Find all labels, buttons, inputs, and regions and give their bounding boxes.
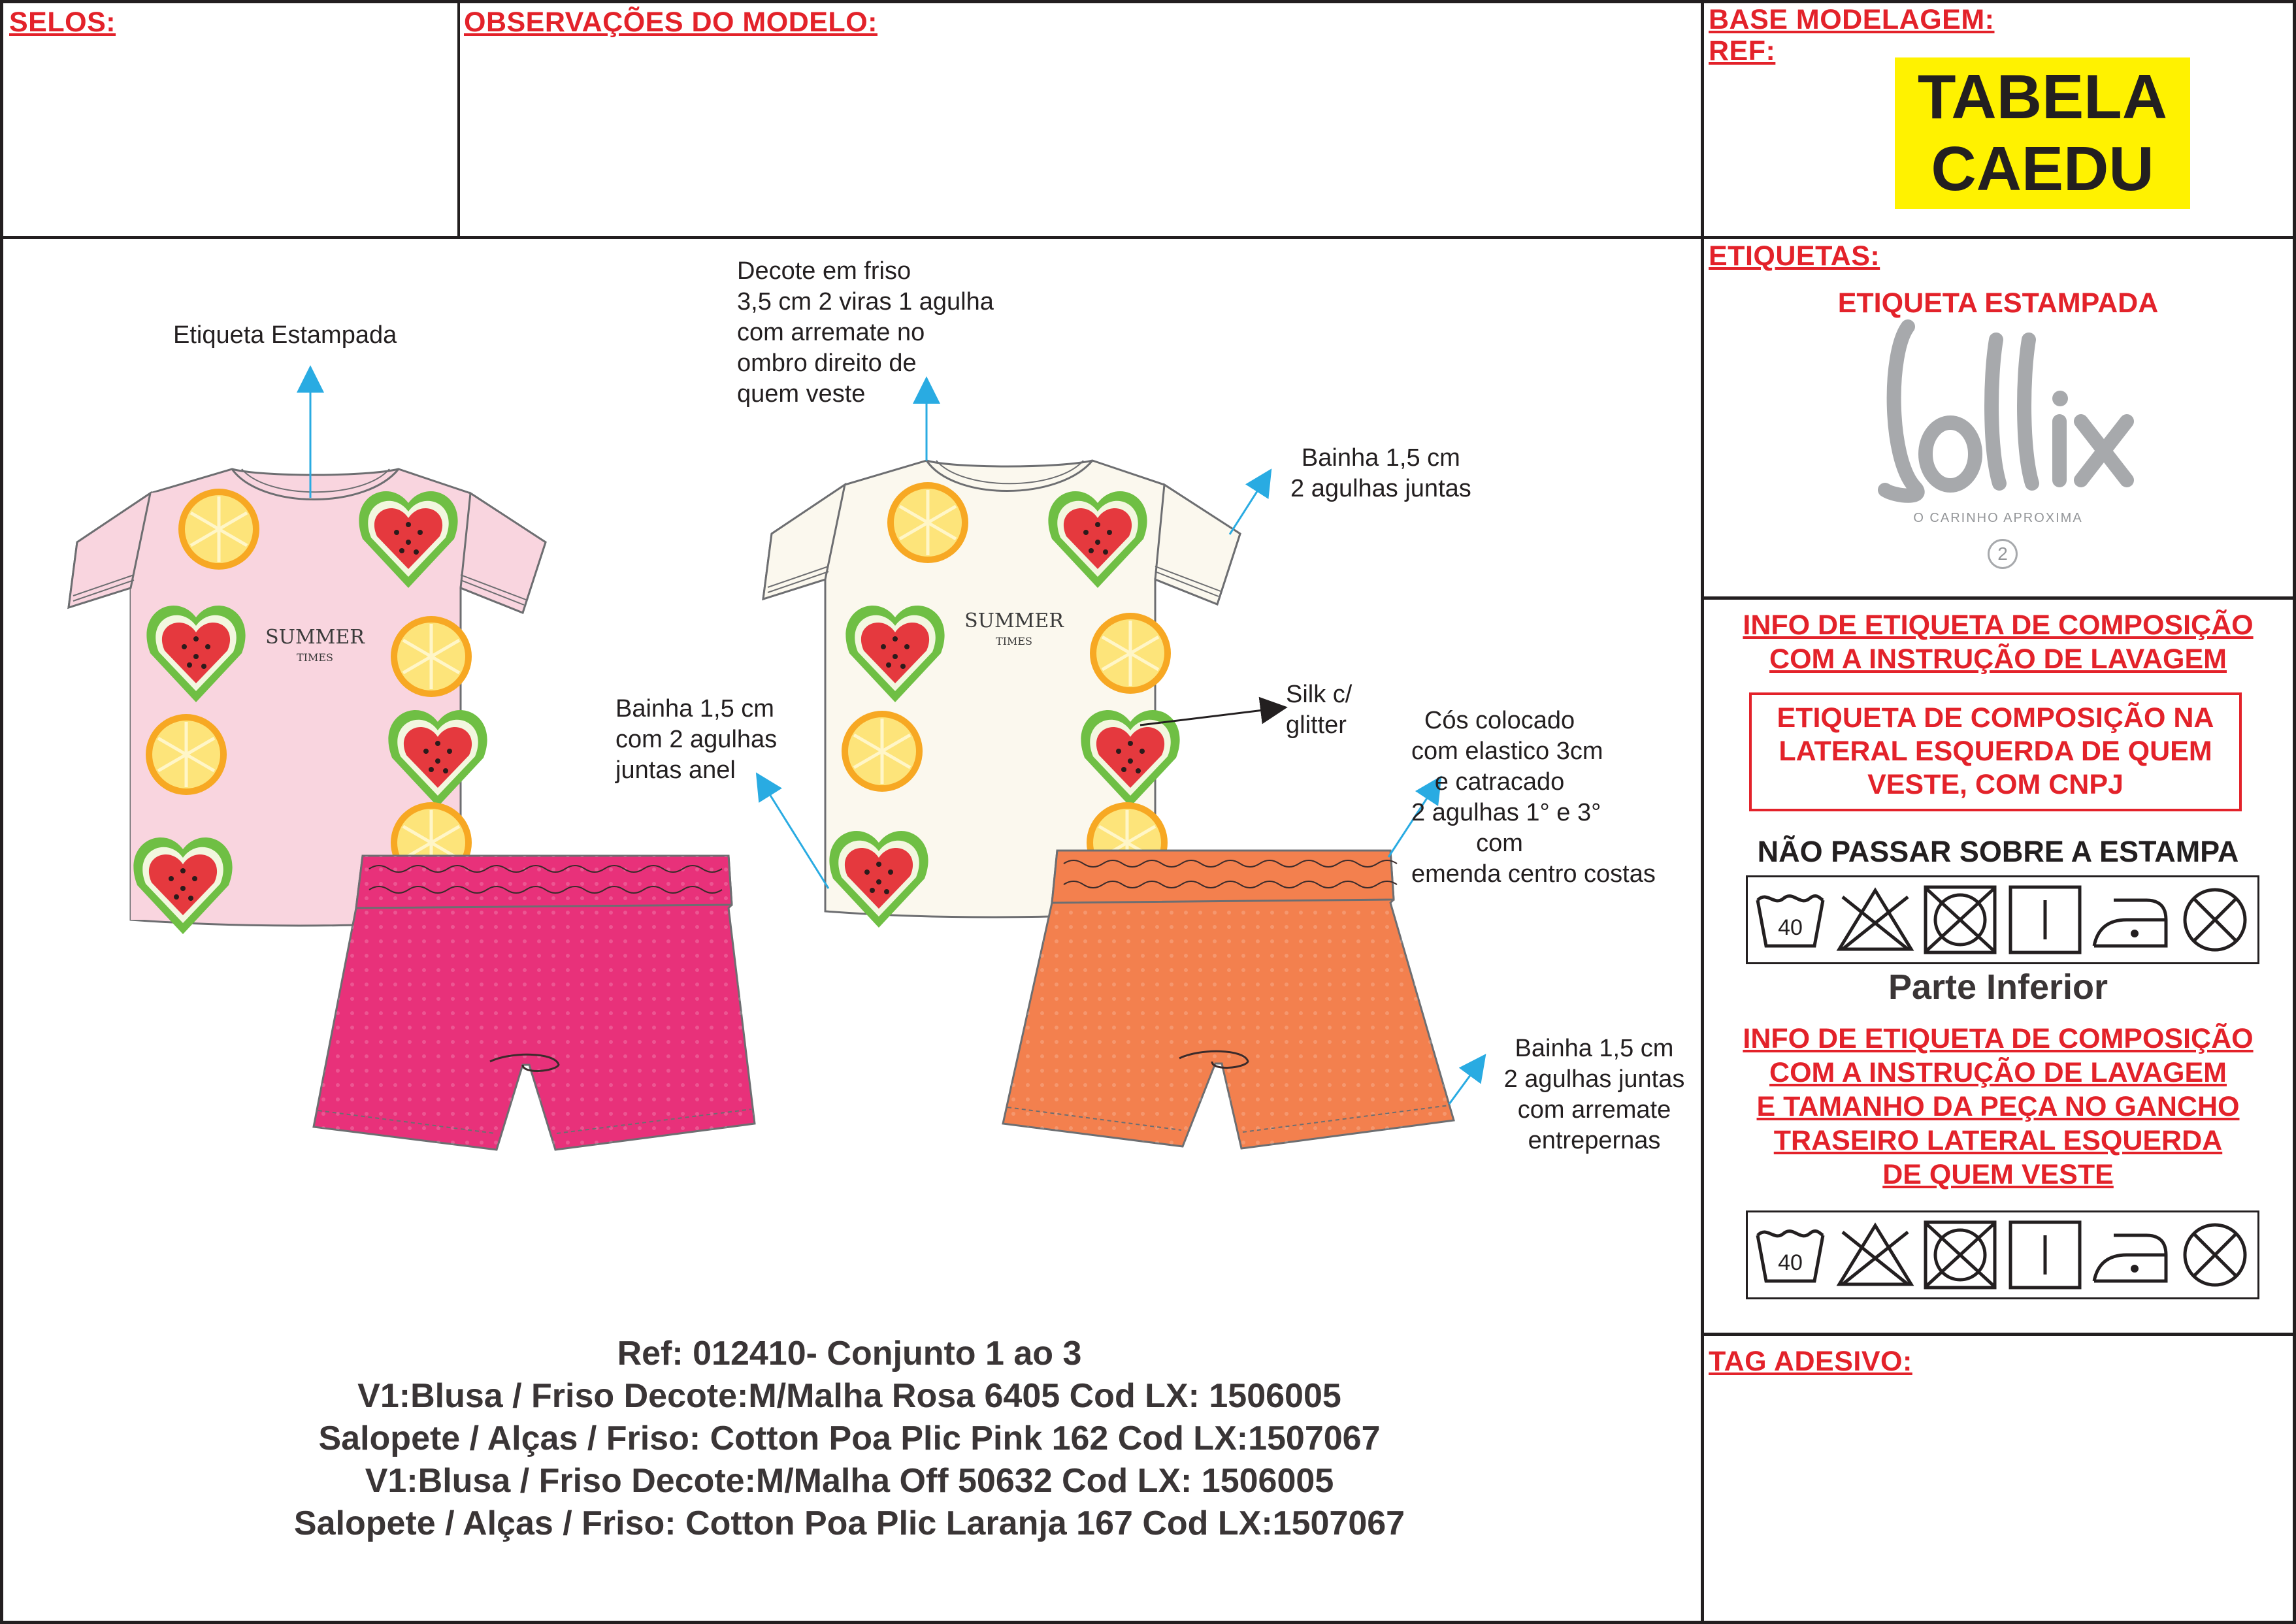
tabela-line-2: CAEDU bbox=[1931, 134, 2154, 204]
inferior-line-5: DE QUEM VESTE bbox=[1882, 1159, 2114, 1190]
orange-shorts bbox=[1003, 851, 1454, 1148]
note-bainha-blusa bbox=[615, 694, 777, 786]
inferior-line-1: INFO DE ETIQUETA DE COMPOSIÇÃO bbox=[1743, 1023, 2254, 1054]
print-summer-off: SUMMER bbox=[964, 609, 1064, 632]
note-bainha-manga-1: Bainha 1,5 cm bbox=[1301, 444, 1460, 472]
note-silk bbox=[1286, 679, 1352, 741]
pink-shorts bbox=[314, 856, 755, 1150]
wash-temp: 40 bbox=[1778, 915, 1803, 940]
note-bainha-short-2: 2 agulhas juntas bbox=[1503, 1065, 1685, 1093]
composition-title-1: INFO DE ETIQUETA DE COMPOSIÇÃO bbox=[1743, 609, 2254, 641]
note-decote-4: ombro direito de bbox=[737, 349, 917, 377]
note-cos-5: com bbox=[1476, 830, 1523, 857]
note-cos-2: com elastico 3cm bbox=[1411, 738, 1603, 765]
note-bainha-short-4: entrepernas bbox=[1528, 1127, 1661, 1154]
note-silk-1: Silk c/ bbox=[1286, 681, 1353, 708]
note-decote-2: 3,5 cm 2 viras 1 agulha bbox=[737, 288, 994, 316]
iron-low-icon bbox=[2088, 1219, 2173, 1291]
wash-40-icon bbox=[1748, 1219, 1833, 1291]
line-dry-icon bbox=[2003, 884, 2088, 956]
inferior-line-3: E TAMANHO DA PEÇA NO GANCHO bbox=[1756, 1091, 2240, 1122]
note-decote-3: com arremate no bbox=[737, 319, 925, 346]
tag-adesivo-label: TAG ADESIVO: bbox=[1709, 1346, 1912, 1377]
no-dry-clean-icon bbox=[2173, 884, 2257, 956]
care-row-bottom bbox=[1746, 1210, 2259, 1299]
wash-temp-inferior: 40 bbox=[1778, 1250, 1803, 1275]
note-bainha-manga-2: 2 agulhas juntas bbox=[1290, 475, 1471, 502]
no-bleach-icon bbox=[1833, 884, 1918, 956]
line-dry-icon bbox=[2003, 1219, 2088, 1291]
tabela-badge bbox=[1895, 57, 2190, 209]
note-etiqueta-estampada: Etiqueta Estampada bbox=[173, 321, 397, 349]
frame-bottom bbox=[0, 1621, 2296, 1624]
reference-line-1: Ref: 012410- Conjunto 1 ao 3 bbox=[617, 1335, 1082, 1372]
warning-text: NÃO PASSAR SOBRE A ESTAMPA bbox=[1757, 835, 2239, 868]
size-circle bbox=[1988, 539, 2018, 569]
divider-sidebar bbox=[1701, 0, 1704, 1624]
care-row-top bbox=[1746, 875, 2259, 964]
print-times-pink: TIMES bbox=[296, 651, 334, 664]
composition-box-line-2: LATERAL ESQUERDA DE QUEM bbox=[1779, 736, 2212, 767]
no-tumble-dry-icon bbox=[1918, 884, 2003, 956]
note-bainha-short-1: Bainha 1,5 cm bbox=[1515, 1035, 1674, 1062]
wash-40-icon bbox=[1748, 884, 1833, 956]
composition-title-2: COM A INSTRUÇÃO DE LAVAGEM bbox=[1769, 643, 2227, 675]
no-dry-clean-icon bbox=[2173, 1219, 2257, 1291]
brand-tagline: O CARINHO APROXIMA bbox=[1913, 511, 2083, 525]
note-cos bbox=[1411, 706, 1656, 890]
inferior-line-2: COM A INSTRUÇÃO DE LAVAGEM bbox=[1769, 1057, 2227, 1088]
divider-etiquetas bbox=[1701, 596, 2296, 600]
parte-inferior-title: Parte Inferior bbox=[1888, 967, 2108, 1007]
note-bainha-blusa-2: com 2 agulhas bbox=[615, 726, 778, 753]
reference-line-4: V1:Blusa / Friso Decote:M/Malha Off 50632 Cod LX: 1506005 bbox=[365, 1462, 1334, 1500]
composition-box-line-1: ETIQUETA DE COMPOSIÇÃO NA bbox=[1777, 702, 2214, 734]
reference-block bbox=[0, 1333, 1699, 1545]
observacoes-label: OBSERVAÇÕES DO MODELO: bbox=[464, 7, 877, 38]
note-silk-2: glitter bbox=[1286, 711, 1347, 739]
note-cos-6: emenda centro costas bbox=[1411, 860, 1656, 888]
note-bainha-blusa-1: Bainha 1,5 cm bbox=[615, 695, 774, 723]
composition-box-line-3: VESTE, COM CNPJ bbox=[1867, 769, 2124, 800]
note-decote-1: Decote em friso bbox=[737, 257, 911, 285]
etiqueta-estampada-title: ETIQUETA ESTAMPADA bbox=[1837, 287, 2159, 319]
print-times-off: TIMES bbox=[995, 635, 1033, 647]
divider-tag bbox=[1701, 1333, 2296, 1336]
no-tumble-dry-icon bbox=[1918, 1219, 2003, 1291]
reference-line-2: V1:Blusa / Friso Decote:M/Malha Rosa 6405 Cod LX: 1506005 bbox=[357, 1377, 1341, 1415]
inferior-line-4: TRASEIRO LATERAL ESQUERDA bbox=[1773, 1125, 2223, 1156]
note-cos-4: 2 agulhas 1° e 3° bbox=[1411, 799, 1601, 826]
selos-label: SELOS: bbox=[9, 7, 116, 38]
etiquetas-label: ETIQUETAS: bbox=[1709, 240, 1880, 272]
reference-line-3: Salopete / Alças / Friso: Cotton Poa Plic Pink 162 Cod LX:1507067 bbox=[318, 1420, 1381, 1457]
print-summer-pink: SUMMER bbox=[265, 626, 365, 649]
frame-right bbox=[2293, 0, 2296, 1624]
iron-low-icon bbox=[2088, 884, 2173, 956]
brand-logo bbox=[1869, 314, 2143, 510]
base-modelagem-label: BASE MODELAGEM: bbox=[1709, 4, 1995, 35]
tabela-line-1: TABELA bbox=[1917, 62, 2168, 132]
size-value: 2 bbox=[1997, 544, 2008, 564]
note-bainha-short-3: com arremate bbox=[1517, 1096, 1671, 1124]
frame-top bbox=[0, 0, 2296, 3]
note-decote bbox=[737, 256, 994, 410]
lollix-logo-icon bbox=[1869, 314, 2143, 510]
note-bainha-blusa-3: juntas anel bbox=[615, 756, 736, 784]
note-cos-3: e catracado bbox=[1434, 768, 1565, 796]
note-decote-5: quem veste bbox=[737, 380, 866, 408]
note-cos-1: Cós colocado bbox=[1424, 707, 1575, 734]
no-bleach-icon bbox=[1833, 1219, 1918, 1291]
note-bainha-short bbox=[1490, 1033, 1699, 1156]
ref-label: REF: bbox=[1709, 35, 1776, 67]
reference-line-5: Salopete / Alças / Friso: Cotton Poa Plic Laranja 167 Cod LX:1507067 bbox=[293, 1504, 1405, 1542]
note-bainha-manga bbox=[1290, 443, 1471, 504]
divider-selos bbox=[457, 0, 460, 238]
composition-box bbox=[1749, 692, 2242, 811]
